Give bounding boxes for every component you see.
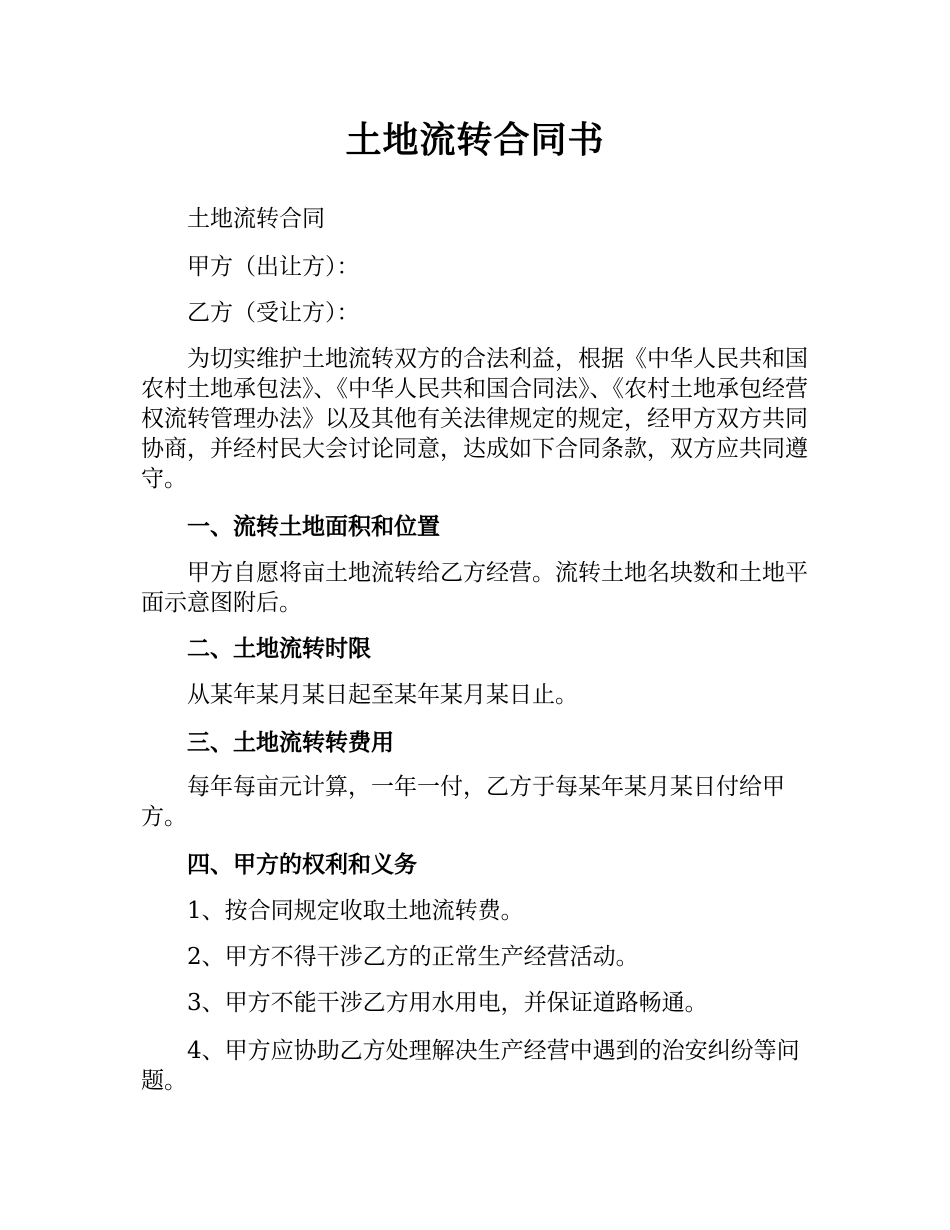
party-a-line: 甲方（出让方）： bbox=[187, 254, 360, 280]
party-b-line: 乙方（受让方）： bbox=[187, 300, 360, 326]
list-item: 2、甲方不得干涉乙方的正常生产经营活动。 bbox=[187, 944, 639, 970]
section-body-1: 甲方自愿将亩土地流转给乙方经营。流转土地名块数和土地平面示意图附后。 bbox=[141, 560, 808, 616]
section-heading-1: 一、流转土地面积和位置 bbox=[187, 514, 440, 540]
page-title: 土地流转合同书 bbox=[345, 120, 605, 161]
section-body-2: 从某年某月某日起至某年某月某日止。 bbox=[187, 682, 578, 708]
list-item: 3、甲方不能干涉乙方用水用电，并保证道路畅通。 bbox=[187, 990, 708, 1016]
list-item: 1、按合同规定收取土地流转费。 bbox=[187, 898, 524, 924]
section-body-3: 每年每亩元计算，一年一付，乙方于每某年某月某日付给甲方。 bbox=[141, 774, 785, 830]
contract-subtitle: 土地流转合同 bbox=[187, 206, 325, 232]
section-heading-2: 二、土地流转时限 bbox=[187, 636, 371, 662]
section-heading-4: 四、甲方的权利和义务 bbox=[187, 852, 417, 878]
list-item: 4、甲方应协助乙方处理解决生产经营中遇到的治安纠纷等问题。 bbox=[141, 1038, 800, 1094]
preamble-paragraph: 为切实维护土地流转双方的合法利益，根据《中华人民共和国农村土地承包法》、《中华人民共和国合同法》、《农村土地承包经营权流转管理办法》以及其他有关法律规定的规定，经甲方双方共同协商，并经村民大会讨论同意，达成如下合同条款，双方应共同遵守。 bbox=[141, 346, 808, 492]
section-heading-3: 三、土地流转转费用 bbox=[187, 730, 394, 756]
